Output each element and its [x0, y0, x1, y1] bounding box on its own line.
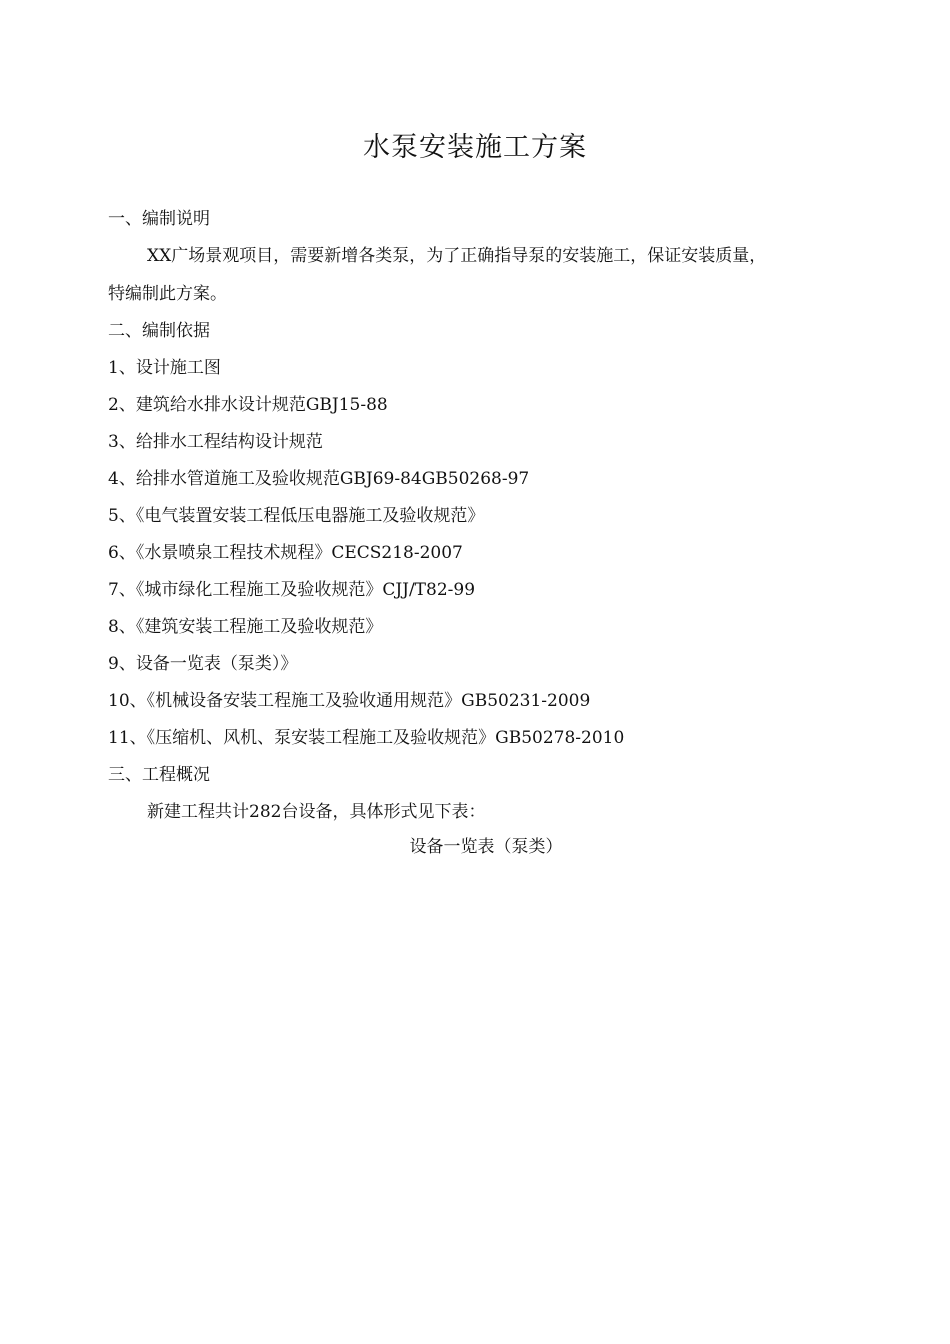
basis-list-item: 1、设计施工图	[108, 358, 221, 378]
basis-list-item: 3、给排水工程结构设计规范	[108, 432, 323, 452]
basis-list-item: 4、给排水管道施工及验收规范GBJ69-84GB50268-97	[108, 469, 530, 489]
basis-list-item: 6、《水景喷泉工程技术规程》CECS218-2007	[108, 543, 463, 563]
table-caption: 设备一览表（泵类）	[409, 837, 563, 857]
basis-list-item: 11、《压缩机、风机、泵安装工程施工及验收规范》GB50278-2010	[108, 728, 625, 748]
basis-list-item: 8、《建筑安装工程施工及验收规范》	[108, 617, 383, 637]
section-heading-basis: 二、编制依据	[108, 321, 210, 341]
document-title: 水泵安装施工方案	[363, 132, 587, 163]
explanation-paragraph-line-2: 特编制此方案。	[108, 284, 227, 304]
explanation-paragraph-line-1: XX广场景观项目，需要新增各类泵，为了正确指导泵的安装施工，保证安装质量，	[147, 246, 767, 266]
basis-list-item: 2、建筑给水排水设计规范GBJ15-88	[108, 395, 388, 415]
section-heading-overview: 三、工程概况	[108, 765, 210, 785]
basis-list-item: 9、设备一览表（泵类）》	[108, 654, 298, 674]
basis-list-item: 10、《机械设备安装工程施工及验收通用规范》GB50231-2009	[108, 691, 591, 711]
basis-list-item: 7、《城市绿化工程施工及验收规范》CJJ/T82-99	[108, 580, 476, 600]
overview-paragraph: 新建工程共计282台设备，具体形式见下表：	[147, 802, 486, 822]
section-heading-explanation: 一、编制说明	[108, 209, 210, 229]
basis-list-item: 5、《电气装置安装工程低压电器施工及验收规范》	[108, 506, 485, 526]
